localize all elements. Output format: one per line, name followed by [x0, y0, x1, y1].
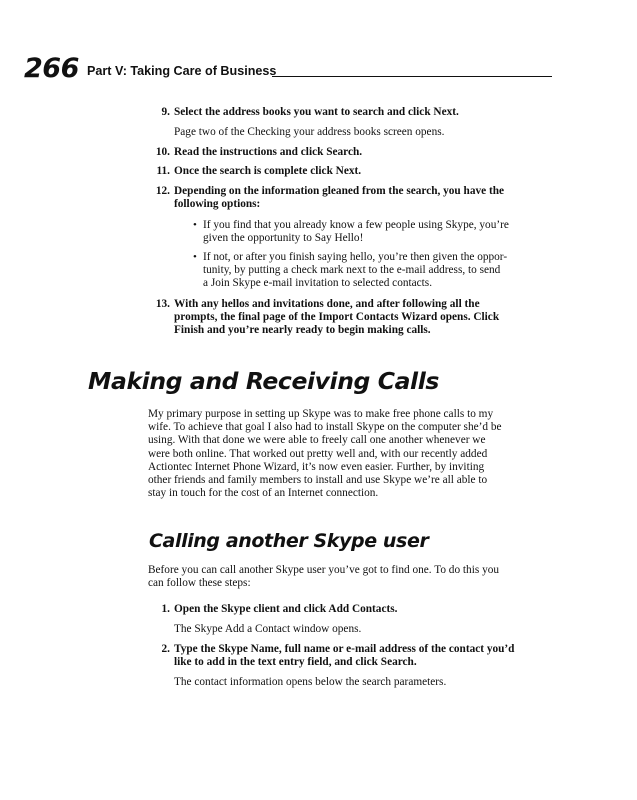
sub-step-2-note: The contact information opens below the search parameters.	[174, 676, 447, 688]
step-text-line: Depending on the information gleaned from the search, you have the	[174, 185, 505, 197]
paragraph-line: stay in touch for the cost of an Internet connection.	[148, 487, 379, 500]
section-paragraph	[148, 408, 502, 500]
step-number: 10.	[155, 146, 170, 158]
step-number: 13.	[155, 298, 170, 310]
step-number: 11.	[156, 165, 170, 177]
running-header	[24, 54, 552, 88]
step-text-line: Type the Skype Name, full name or e-mail address of the contact you’d	[174, 643, 515, 655]
paragraph-line: My primary purpose in setting up Skype was to make free phone calls to my	[148, 408, 494, 420]
bullet-line: given the opportunity to Say Hello!	[203, 232, 364, 244]
sub-step-1	[161, 603, 398, 616]
step-9-note: Page two of the Checking your address books screen opens.	[174, 126, 445, 138]
step-text: Once the search is complete click Next.	[174, 165, 362, 177]
paragraph-line: Before you can call another Skype user you’ve got to find one. To do this you	[148, 564, 500, 576]
step-text-line: Finish and you’re nearly ready to begin making calls.	[174, 324, 431, 337]
paragraph-line: using. With that done we were able to freely call one another whenever we	[148, 434, 486, 447]
bullet-line: If you find that you already know a few people using Skype, you’re	[203, 219, 509, 231]
step-number: 2.	[161, 643, 170, 655]
subsection-intro	[148, 564, 499, 590]
step-13	[155, 298, 500, 338]
paragraph-line: can follow these steps:	[148, 577, 251, 590]
header-rule	[272, 76, 552, 77]
bullet-line: a Join Skype e-mail invitation to selected contacts.	[203, 277, 433, 289]
step-10	[155, 146, 363, 159]
step-text: Open the Skype client and click Add Contacts.	[174, 603, 398, 615]
paragraph-line: wife. To achieve that goal I also had to install Skype on the computer she’d be	[148, 421, 502, 434]
step-text: Read the instructions and click Search.	[174, 146, 363, 158]
step-12	[155, 185, 505, 211]
step-11	[156, 165, 362, 178]
step-number: 1.	[161, 603, 170, 615]
step-text-line: following options:	[174, 198, 261, 211]
bullet-line: If not, or after you finish saying hello, you’re then given the oppor-	[203, 251, 508, 263]
step-text-line: like to add in the text entry field, and click Search.	[174, 656, 417, 669]
paragraph-line: other friends and family members to install and use Skype we’re all able to	[148, 474, 488, 487]
bullet-line: tunity, by putting a check mark next to the e-mail address, to send	[203, 264, 501, 276]
section-heading: Making and Receiving Calls	[88, 367, 439, 395]
step-text-line: With any hellos and invitations done, and after following all the	[174, 298, 480, 310]
page-number: 266	[24, 53, 79, 84]
step-text: Select the address books you want to search and click Next.	[174, 106, 459, 118]
paragraph-line: were both online. That worked out pretty well and, with our recently added	[148, 447, 488, 460]
step-text-line: prompts, the final page of the Import Contacts Wizard opens. Click	[174, 311, 500, 324]
sub-step-2	[161, 643, 515, 669]
subsection-heading: Calling another Skype user	[149, 530, 429, 552]
bullet-dot: •	[193, 251, 197, 263]
bullet-dot: •	[193, 219, 197, 231]
step-9	[161, 106, 459, 119]
sub-step-1-note: The Skype Add a Contact window opens.	[174, 623, 362, 635]
part-title: Part V: Taking Care of Business	[87, 64, 277, 78]
step-number: 9.	[161, 106, 170, 118]
step-number: 12.	[155, 185, 170, 197]
paragraph-line: Actiontec Internet Phone Wizard, it’s now even easier. Further, by inviting	[148, 460, 485, 473]
